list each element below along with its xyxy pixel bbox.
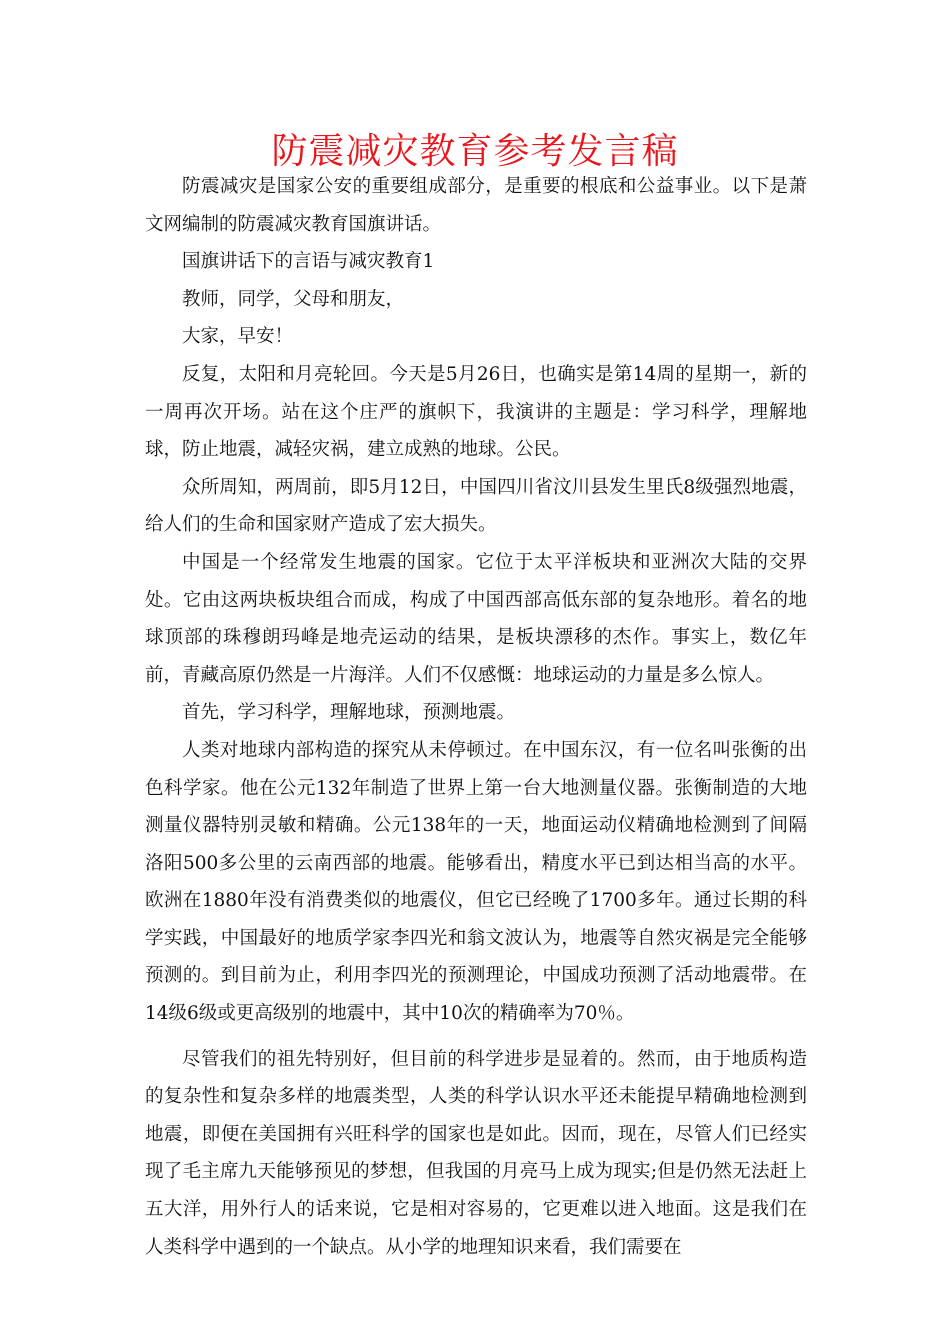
paragraph-greeting-audience: 教师，同学，父母和朋友， bbox=[182, 288, 405, 310]
paragraph-science-limits: 尽管我们的祖先特别好，但目前的科学进步是显着的。然而，由于地质构造的复杂性和复杂多样的地震类型，人类的科学认识水平还未能提早精确地检测到地震，即便在美国拥有兴旺科学的国家也是如此。因而，现在，尽管人们已经实现了毛主席九天能够预见的梦想，但我国的月亮马上成为现实;但是仍然无法赶上五大洋，用外行人的话来说，它是相对容易的，它更难以进入地面。这是我们在人类科学中遇到的一个缺点。从小学的地理知识来看，我们需要在 bbox=[145, 1048, 807, 1258]
paragraph-speech-title: 国旗讲话下的言语与减灾教育1 bbox=[182, 251, 435, 273]
paragraph-opening: 反复，太阳和月亮轮回。今天是5月26日，也确实是第14周的星期一，新的一周再次开场。站在这个庄严的旗帜下，我演讲的主题是：学习科学，理解地球，防止地震，减轻灾祸，建立成熟的地球。公民。 bbox=[145, 363, 807, 461]
paragraph-geography: 中国是一个经常发生地震的国家。它位于太平洋板块和亚洲次大陆的交界处。它由这两块板块组合而成，构成了中国西部高低东部的复杂地形。着名的地球顶部的珠穆朗玛峰是地壳运动的结果，是板块漂移的杰作。事实上，数亿年前，青藏高原仍然是一片海洋。人们不仅感慨：地球运动的力量是多么惊人。 bbox=[145, 551, 807, 686]
paragraph-history: 人类对地球内部构造的探究从未停顿过。在中国东汉，有一位名叫张衡的出色科学家。他在公元132年制造了世界上第一台大地测量仪器。张衡制造的大地测量仪器特别灵敏和精确。公元138年的一天，地面运动仪精确地检测到了间隔洛阳500多公里的云南西部的地震。能够看出，精度水平已到达相当高的水平。欧洲在1880年没有消费类似的地震仪，但它已经晚了1700多年。通过长期的科学实践，中国最好的地质学家李四光和翁文波认为，地震等自然灾祸是完全能够预测的。到目前为止，利用李四光的预测理论，中国成功预测了活动地震带。在14级6级或更高级别的地震中，其中10次的精确率为70％。 bbox=[145, 739, 807, 1025]
paragraph-intro: 防震减灾是国家公安的重要组成部分，是重要的根底和公益事业。以下是萧文网编制的防震减灾教育国旗讲话。 bbox=[145, 176, 807, 235]
document-body bbox=[145, 168, 807, 1266]
paragraph-first-point: 首先，学习科学，理解地球，预测地震。 bbox=[182, 702, 516, 724]
paragraph-greeting-morning: 大家，早安！ bbox=[182, 326, 294, 348]
document-title: 防震减灾教育参考发言稿 bbox=[271, 131, 679, 172]
paragraph-wenchuan: 众所周知，两周前，即5月12日，中国四川省汶川县发生里氏8级强烈地震，给人们的生命和国家财产造成了宏大损失。 bbox=[145, 476, 807, 536]
